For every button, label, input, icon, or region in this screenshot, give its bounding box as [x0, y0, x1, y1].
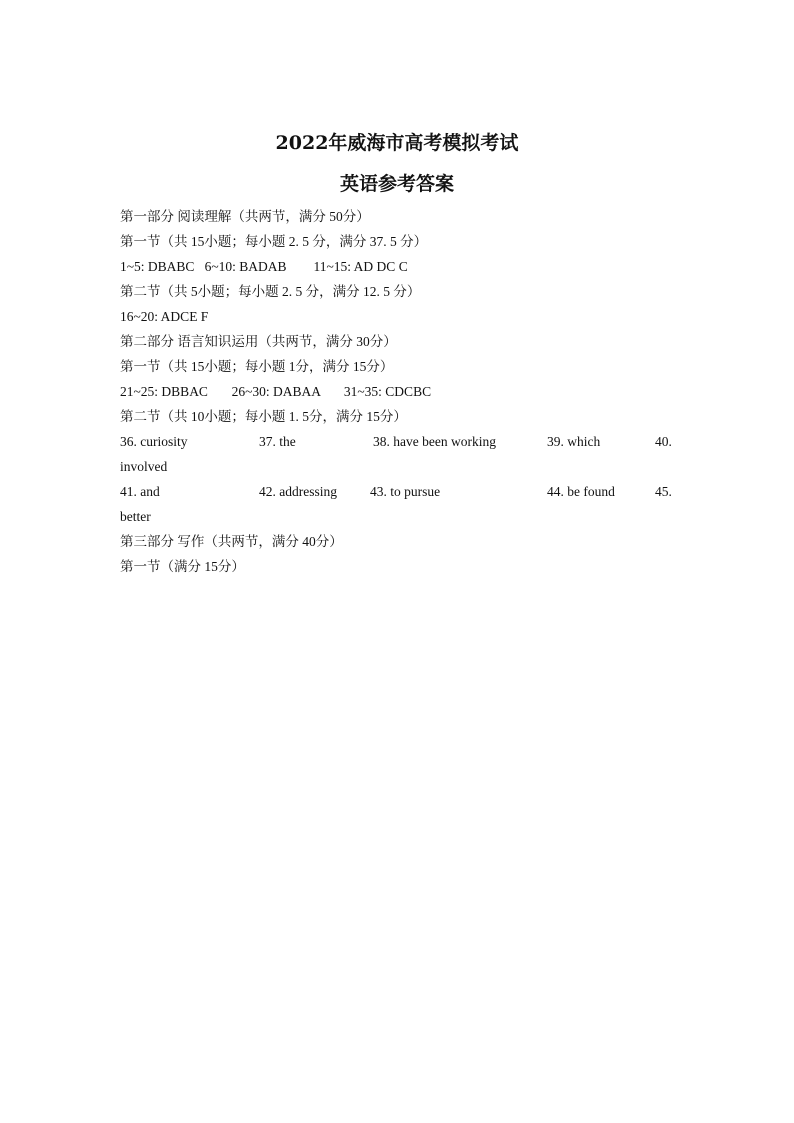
part2-heading: 第二部分 语言知识运用（共两节，满分 30分） — [120, 334, 397, 349]
part2-section1-heading: 第一节（共 15小题；每小题 1分，满分 15分） — [120, 359, 394, 374]
part1-section1-answers: 1~5: DBABC 6~10: BADAB 11~15: AD DC C — [120, 259, 408, 274]
answer-45-number: 45. — [655, 484, 672, 499]
answer-45-text: better — [120, 509, 151, 524]
part1-heading: 第一部分 阅读理解（共两节，满分 50分） — [120, 209, 370, 224]
answer-44: 44. be found — [547, 484, 615, 499]
part1-section2-heading: 第二节（共 5小题；每小题 2. 5 分，满分 12. 5 分） — [120, 284, 421, 299]
answer-38: 38. have been working — [373, 434, 496, 449]
exam-subtitle: 英语参考答案 — [339, 173, 454, 195]
part2-section2-heading: 第二节（共 10小题；每小题 1. 5分，满分 15分） — [120, 409, 407, 424]
part1-section2-answers: 16~20: ADCE F — [120, 309, 209, 324]
answer-41: 41. and — [120, 484, 160, 499]
answer-39: 39. which — [547, 434, 601, 449]
part2-section1-answers: 21~25: DBBAC 26~30: DABAA 31~35: CDCBC — [120, 384, 432, 399]
exam-title: 2022年威海市高考模拟考试 — [275, 132, 519, 154]
answer-40-text: involved — [120, 459, 168, 474]
part3-heading: 第三部分 写作（共两节，满分 40分） — [120, 534, 343, 549]
part3-section1-heading: 第一节（满分 15分） — [120, 559, 245, 574]
answer-36: 36. curiosity — [120, 434, 188, 449]
part1-section1-heading: 第一节（共 15小题；每小题 2. 5 分，满分 37. 5 分） — [120, 234, 428, 249]
answer-40-number: 40. — [655, 434, 672, 449]
answer-37: 37. the — [259, 434, 296, 449]
answer-43: 43. to pursue — [370, 484, 441, 499]
answer-42: 42. addressing — [259, 484, 337, 499]
